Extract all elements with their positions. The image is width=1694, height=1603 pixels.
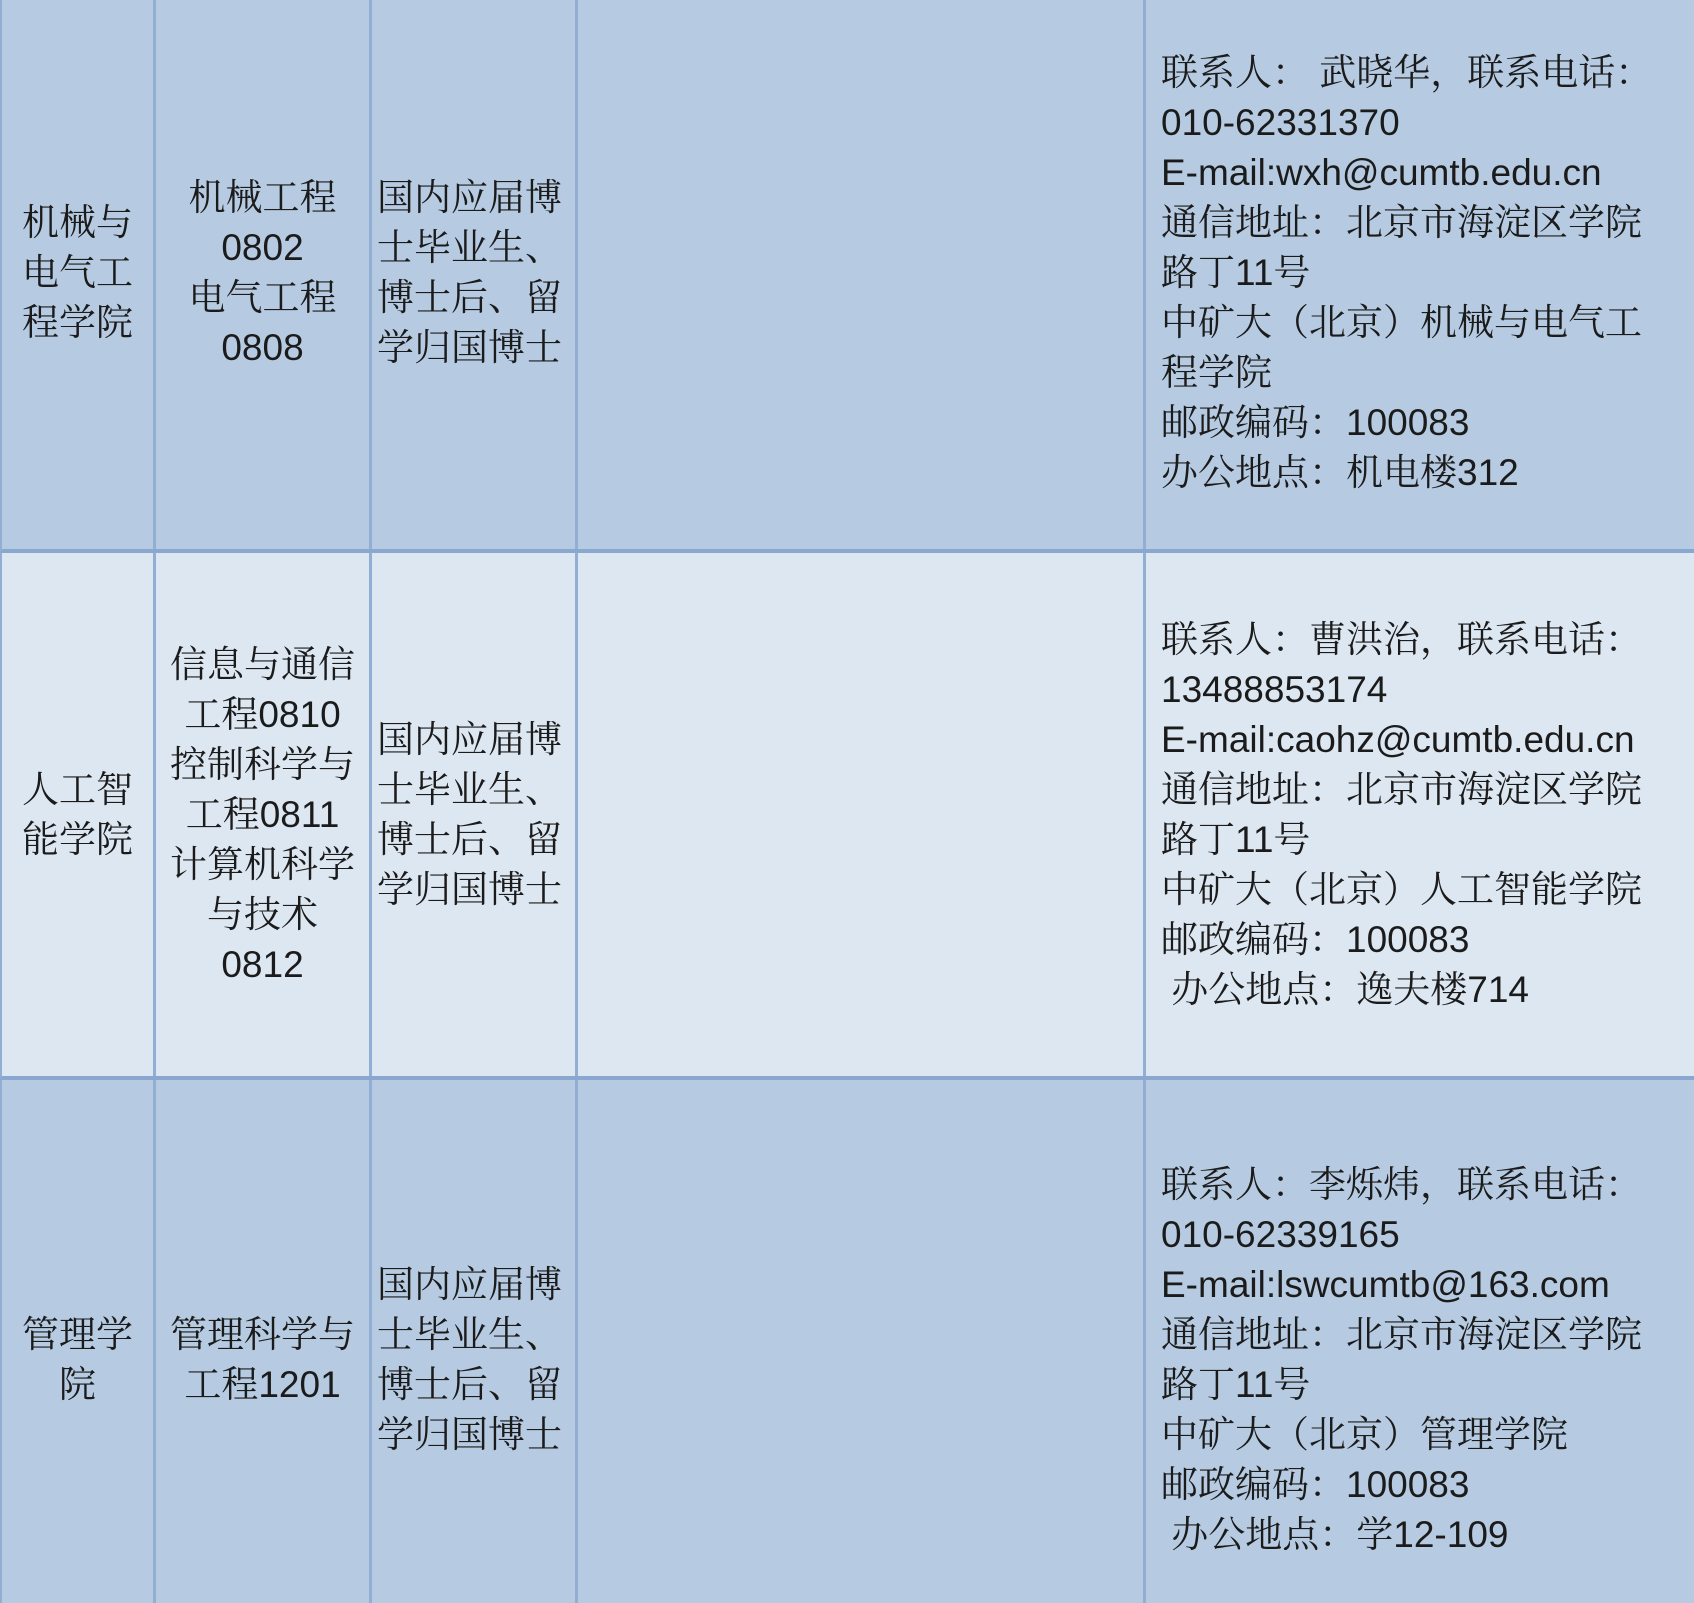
table-row-management <box>0 1080 1694 1603</box>
text-line: 士毕业生、 <box>377 768 562 810</box>
text-line: 士毕业生、 <box>377 227 562 268</box>
text-line: 中矿大（北京）人工智能学院 <box>1161 868 1642 910</box>
text-line: 联系人： 武晓华，联系电话： <box>1161 52 1653 93</box>
text-line: 0812 <box>221 943 304 985</box>
text-line: 院 <box>59 1364 96 1405</box>
text-line: 工程0811 <box>185 793 340 835</box>
text-line: 010-62339165 <box>1161 1214 1400 1255</box>
recruit-requirements-cell <box>372 0 578 549</box>
disciplines-cell <box>156 0 372 549</box>
text-line: 学归国博士 <box>377 327 562 368</box>
text-line: 控制科学与 <box>170 743 355 785</box>
recruit-requirements-cell <box>372 553 578 1076</box>
text-line: 博士后、留 <box>377 818 562 860</box>
text-line: 能学院 <box>22 818 133 860</box>
empty-cell <box>578 0 1146 549</box>
disciplines-cell <box>156 553 372 1076</box>
text-line: 计算机科学 <box>170 843 355 885</box>
contact-info-cell <box>1146 1080 1694 1603</box>
text-line: 路丁11号 <box>1161 252 1311 293</box>
text-line: 工程0810 <box>184 693 341 735</box>
text-line: 路丁11号 <box>1161 818 1311 860</box>
text-line: 010-62331370 <box>1161 102 1400 143</box>
text-line: 机械与 <box>22 202 133 243</box>
text-line: 人工智 <box>22 768 133 810</box>
text-line: 中矿大（北京）管理学院 <box>1161 1414 1568 1455</box>
text-line: 通信地址：北京市海淀区学院 <box>1161 202 1642 243</box>
text-line: 国内应届博 <box>377 177 562 218</box>
text-line: 与技术 <box>207 893 318 935</box>
text-line: 路丁11号 <box>1161 1364 1311 1405</box>
text-line: 学归国博士 <box>377 1414 562 1455</box>
table-row-artificial-intelligence <box>0 553 1694 1080</box>
text-line: 信息与通信 <box>170 643 355 685</box>
text-line: E-mail:lswcumtb@163.com <box>1161 1264 1610 1305</box>
text-line: 学归国博士 <box>377 868 562 910</box>
text-line: 通信地址：北京市海淀区学院 <box>1161 1314 1642 1355</box>
text-line: 士毕业生、 <box>377 1314 562 1355</box>
disciplines-cell <box>156 1080 372 1603</box>
text-line: 办公地点：学12-109 <box>1161 1514 1509 1555</box>
text-line: 邮政编码：100083 <box>1161 918 1470 960</box>
table-row-mechanical-electrical <box>0 0 1694 553</box>
text-line: 管理科学与 <box>170 1314 355 1355</box>
text-line: 程学院 <box>22 302 133 343</box>
text-line: 博士后、留 <box>377 1364 562 1405</box>
text-line: 电气工程 <box>188 277 337 318</box>
text-line: E-mail:caohz@cumtb.edu.cn <box>1161 718 1635 760</box>
text-line: 邮政编码：100083 <box>1161 402 1470 443</box>
text-line: 通信地址：北京市海淀区学院 <box>1161 768 1642 810</box>
text-line: 管理学 <box>22 1314 133 1355</box>
contact-info-cell <box>1146 0 1694 549</box>
text-line: 联系人：曹洪治，联系电话： <box>1161 618 1642 660</box>
text-line: 办公地点：逸夫楼714 <box>1161 968 1530 1010</box>
text-line: 办公地点：机电楼312 <box>1161 452 1519 493</box>
text-line: 中矿大（北京）机械与电气工 <box>1161 302 1642 343</box>
text-line: 国内应届博 <box>377 718 562 760</box>
text-line: 机械工程 <box>188 177 337 218</box>
text-line: 邮政编码：100083 <box>1161 1464 1470 1505</box>
text-line: 博士后、留 <box>377 277 562 318</box>
text-line: 工程1201 <box>184 1364 341 1405</box>
contact-info-cell <box>1146 553 1694 1076</box>
text-line: E-mail:wxh@cumtb.edu.cn <box>1161 152 1602 193</box>
college-name-cell <box>2 1080 156 1603</box>
recruit-requirements-cell <box>372 1080 578 1603</box>
text-line: 联系人：李烁炜，联系电话： <box>1161 1164 1642 1205</box>
empty-cell <box>578 553 1146 1076</box>
text-line: 电气工 <box>22 252 133 293</box>
text-line: 0802 <box>221 227 304 268</box>
text-line: 0808 <box>221 327 304 368</box>
text-line: 13488853174 <box>1161 668 1388 710</box>
empty-cell <box>578 1080 1146 1603</box>
college-name-cell <box>2 553 156 1076</box>
text-line: 国内应届博 <box>377 1264 562 1305</box>
college-name-cell <box>2 0 156 549</box>
text-line: 程学院 <box>1161 352 1272 393</box>
